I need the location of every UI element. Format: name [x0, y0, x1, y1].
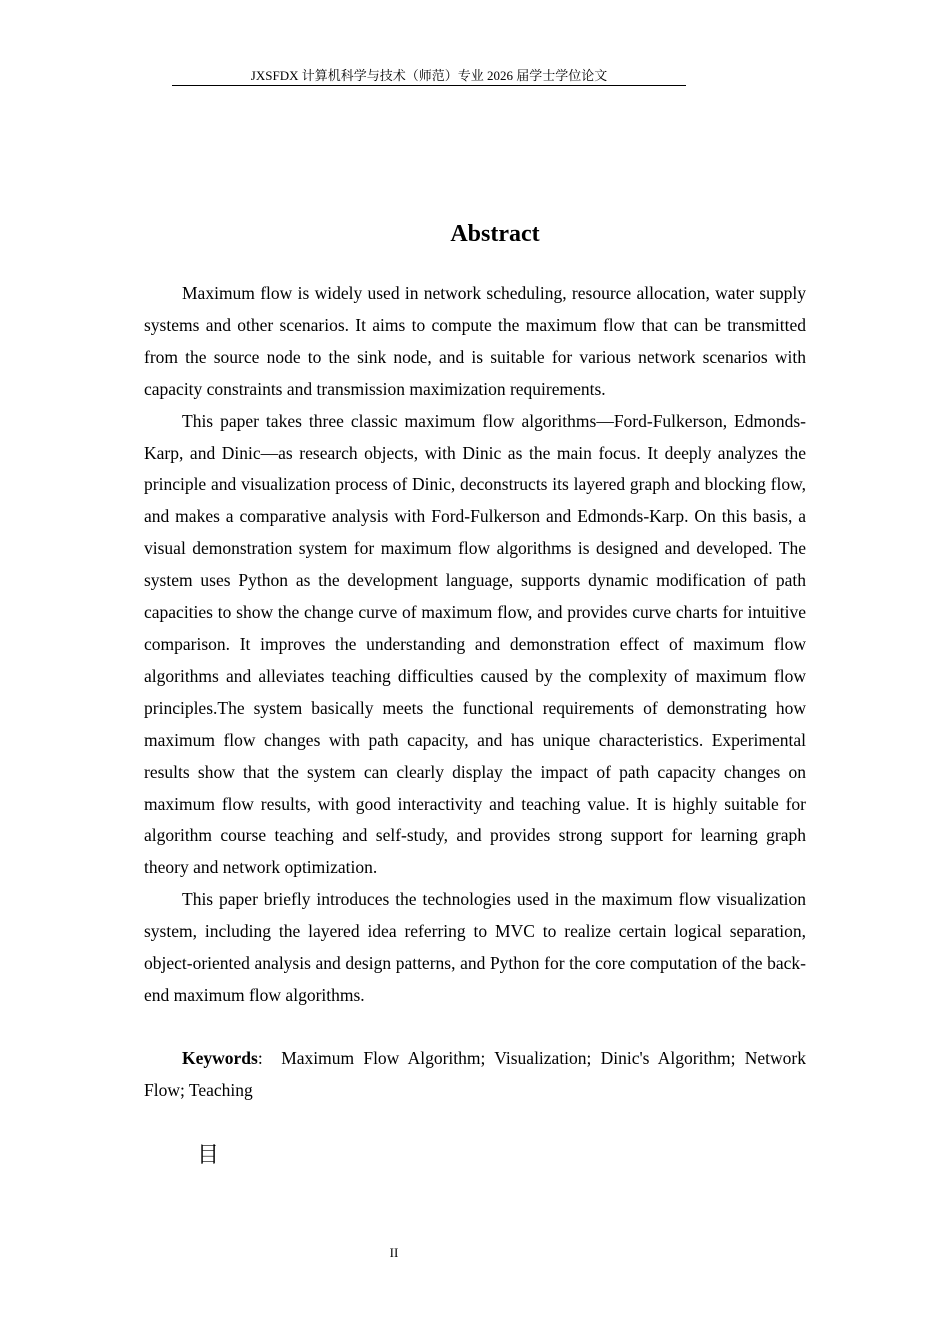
toc-heading-fragment: 目 [197, 1143, 220, 1168]
abstract-paragraph-2: This paper takes three classic maximum flow algorithms—Ford-Fulkerson, Edmonds-Karp, and Dinic—as research objects, with Dinic as the main focus. It deeply analyzes the principle and visualization process of Dinic, deconstructs its layered graph and blocking flow, and makes a comparative analysis with Ford-Fulkerson and Edmonds-Karp. On this basis, a visual demonstration system for maximum flow algorithms is designed and developed. The system uses Python as the development language, supports dynamic modification of path capacities to show the change curve of maximum flow, and provides curve charts for intuitive comparison. It improves the understanding and demonstration effect of maximum flow algorithms and alleviates teaching difficulties caused by the complexity of maximum flow principles.The system basically meets the functional requirements of demonstrating how maximum flow changes with path capacity, and has unique characteristics. Experimental results show that the system can clearly display the impact of path capacity changes on maximum flow results, with good interactivity and teaching value. It is highly suitable for algorithm course teaching and self-study, and provides strong support for learning graph theory and network optimization. [144, 410, 806, 878]
keywords-separator: : [257, 1047, 263, 1068]
keywords-list: Maximum Flow Algorithm; Visualization; Dinic's Algorithm; Network Flow; Teaching [144, 1047, 807, 1100]
keywords-line [144, 1043, 806, 1107]
page-number: II [389, 1245, 399, 1260]
abstract-title: Abstract [450, 221, 540, 247]
abstract-paragraph-3: This paper briefly introduces the technologies used in the maximum flow visualization system, including the layered idea referring to MVC to realize certain logical separation, object-oriented analysis and design patterns, and Python for the core computation of the back-end maximum flow algorithms. [144, 889, 806, 1005]
abstract-paragraph-1: Maximum flow is widely used in network scheduling, resource allocation, water supply systems and other scenarios. It aims to compute the maximum flow that can be transmitted from the source node to the sink node, and is suitable for various network scenarios with capacity constraints and transmission maximization requirements. [144, 283, 806, 399]
keywords-label: Keywords [182, 1047, 258, 1068]
running-header: JXSFDX 计算机科学与技术（师范）专业 2026 届学士学位论文 [172, 66, 686, 86]
abstract-body [144, 278, 806, 1107]
